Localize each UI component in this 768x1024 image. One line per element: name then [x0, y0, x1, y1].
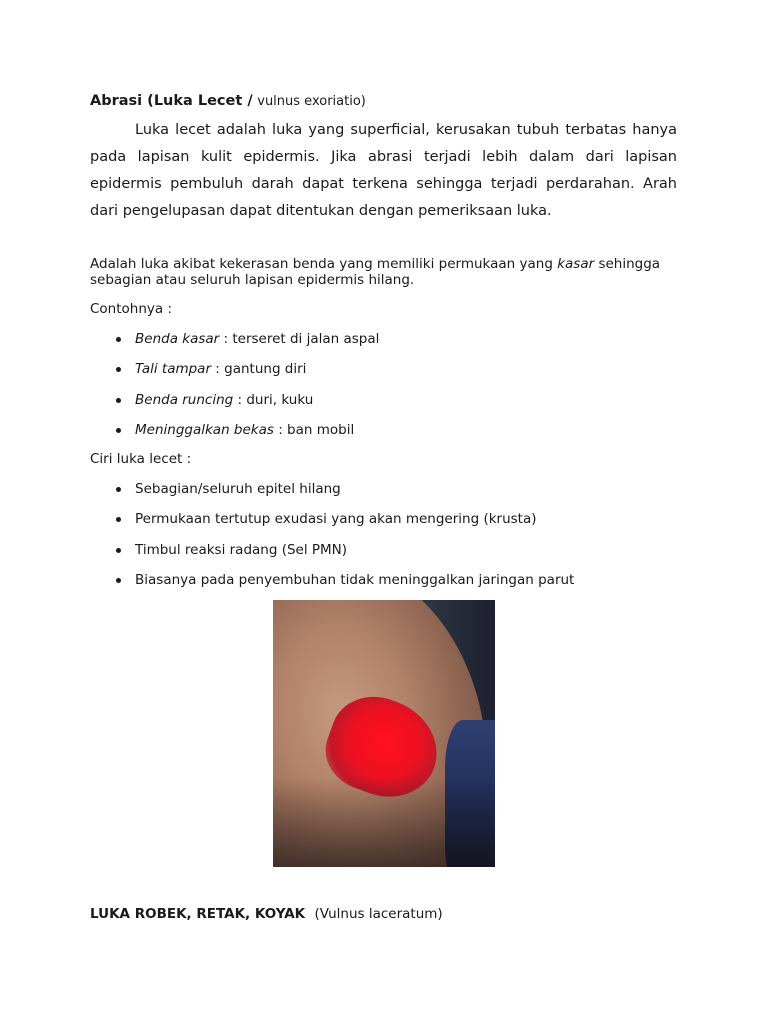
list-item: Biasanya pada penyembuhan tidak meninggalkan jaringan parut	[90, 572, 677, 602]
list-item	[90, 392, 677, 422]
heading-sub-text: vulnus exoriatio)	[257, 94, 366, 109]
example-term: Meninggalkan bekas	[135, 421, 274, 438]
example-term: Benda kasar	[135, 331, 220, 347]
list-item: Permukaan tertutup exudasi yang akan mengering (krusta)	[90, 511, 677, 541]
list-item	[90, 361, 677, 391]
section-heading-laceratum	[90, 906, 443, 922]
traits-list	[90, 481, 677, 602]
heading2-sub-text: (Vulnus laceratum)	[314, 906, 443, 922]
examples-label: Contohnya :	[90, 301, 173, 317]
list-item	[90, 422, 677, 452]
section-heading-abrasi	[90, 93, 366, 109]
example-term: Tali tampar	[135, 361, 212, 378]
example-desc: : gantung diri	[211, 361, 307, 378]
abrasion-wound-photo	[273, 600, 495, 867]
photo-shadow	[273, 777, 495, 867]
heading2-bold-text: LUKA ROBEK, RETAK, KOYAK	[90, 906, 306, 922]
traits-label: Ciri luka lecet :	[90, 451, 192, 467]
example-desc: : duri, kuku	[233, 391, 314, 408]
example-desc: : terseret di jalan aspal	[219, 331, 380, 347]
list-item: Sebagian/seluruh epitel hilang	[90, 481, 677, 511]
example-term: Benda runcing	[135, 391, 234, 408]
example-desc: : ban mobil	[273, 421, 355, 438]
definition-italic-term: kasar	[557, 256, 595, 272]
definition-text-before: Adalah luka akibat kekerasan benda yang memiliki permukaan yang	[90, 256, 558, 272]
list-item	[90, 331, 677, 361]
list-item: Timbul reaksi radang (Sel PMN)	[90, 542, 677, 572]
definition-paragraph	[90, 256, 677, 288]
abrasi-paragraph: Luka lecet adalah luka yang superficial, kerusakan tubuh terbatas hanya pada lapisan kulit epidermis. Jika abrasi terjadi lebih dalam dari lapisan epidermis pembuluh darah dapat terkena sehingga terjadi perdarahan. Arah dari pengelupasan dapat ditentukan dengan pemeriksaan luka.	[90, 122, 677, 219]
heading-bold-text: Abrasi (Luka Lecet /	[90, 93, 253, 109]
examples-list	[90, 331, 677, 452]
definition-text-after: sehingga sebagian atau seluruh lapisan epidermis hilang.	[90, 256, 661, 288]
